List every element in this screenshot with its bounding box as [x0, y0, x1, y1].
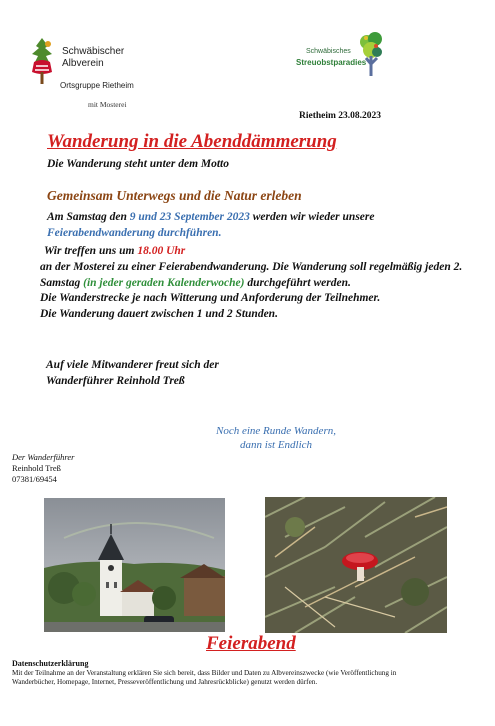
paragraph-time [44, 244, 185, 260]
motto: Gemeinsam Unterwegs und die Natur erleben [47, 188, 302, 203]
guide-role: Der Wanderführer [12, 452, 75, 462]
paragraph-dates [47, 210, 467, 241]
document-date: Rietheim 23.08.2023 [299, 111, 382, 121]
logo-left-line2: Albverein [62, 58, 104, 69]
logo-left-line1: Schwäbischer [62, 46, 125, 57]
mushroom-photo [265, 497, 447, 633]
guide-name: Reinhold Treß [12, 463, 61, 473]
logo-right-line2: Streuobstparadies [296, 58, 367, 67]
closing-line2: Wanderführer Reinhold Treß [46, 375, 185, 387]
logo-left-group: Ortsgruppe Rietheim [60, 81, 134, 90]
page-title: Wanderung in die Abenddämmerung [47, 131, 337, 152]
paragraph-time-prefix: Wir treffen uns um [44, 245, 138, 257]
logo-right-line1: Schwäbisches [306, 48, 351, 55]
tree-logo-icon [358, 30, 384, 80]
event-dates: 9 und 23 September 2023 [129, 211, 250, 223]
paragraph-dates-prefix: Am Samstag den [47, 211, 130, 223]
guide-contact [12, 452, 74, 485]
slogan-line2: dann ist Endlich [239, 439, 313, 451]
guide-phone: 07381/69454 [12, 474, 57, 484]
slogan [176, 424, 376, 452]
details-line1: an der Mosterei zu einer Feierabendwanderung. Die Wanderung soll regelmäßig jeden 2. Samstag [40, 261, 463, 289]
closing-line1: Auf viele Mitwanderer freut sich der [46, 359, 219, 371]
albverein-logo [24, 28, 164, 114]
logo-left-subtitle: mit Mosterei [88, 100, 127, 109]
meeting-time: 18.00 Uhr [137, 245, 186, 257]
church-photo [44, 498, 225, 632]
streuobstparadies-logo [296, 30, 410, 90]
details-line2: durchgeführt werden. [244, 276, 351, 289]
privacy-heading: Datenschutzerklärung [12, 659, 89, 668]
event-name-highlight: Feierabendwanderung durchführen. [47, 226, 222, 239]
details-line4: Die Wanderung dauert zwischen 1 und 2 Stunden. [40, 307, 278, 320]
slogan-line1: Noch eine Runde Wandern, [216, 425, 336, 437]
albverein-emblem-icon [28, 36, 56, 86]
calendar-note: (in jeder geraden Kalenderwoche) [83, 276, 245, 289]
paragraph-details [40, 260, 480, 322]
feierabend-heading: Feierabend [206, 633, 296, 654]
privacy-text: Mit der Teilnahme an der Veranstaltung erklären Sie sich bereit, dass Bilder und Daten zu Albvereinszwecke (wie Veröffentlichung in Wanderbücher, Homepage, Internet, Presseveröffentlichung und Jahresrückblicke) genutzt werden dürfen. [12, 669, 397, 687]
details-line3: Die Wanderstrecke je nach Witterung und Anforderung der Teilnehmer. [40, 292, 381, 304]
paragraph-dates-mid: werden wir wieder unsere [249, 211, 375, 223]
motto-intro: Die Wanderung steht unter dem Motto [47, 158, 230, 170]
